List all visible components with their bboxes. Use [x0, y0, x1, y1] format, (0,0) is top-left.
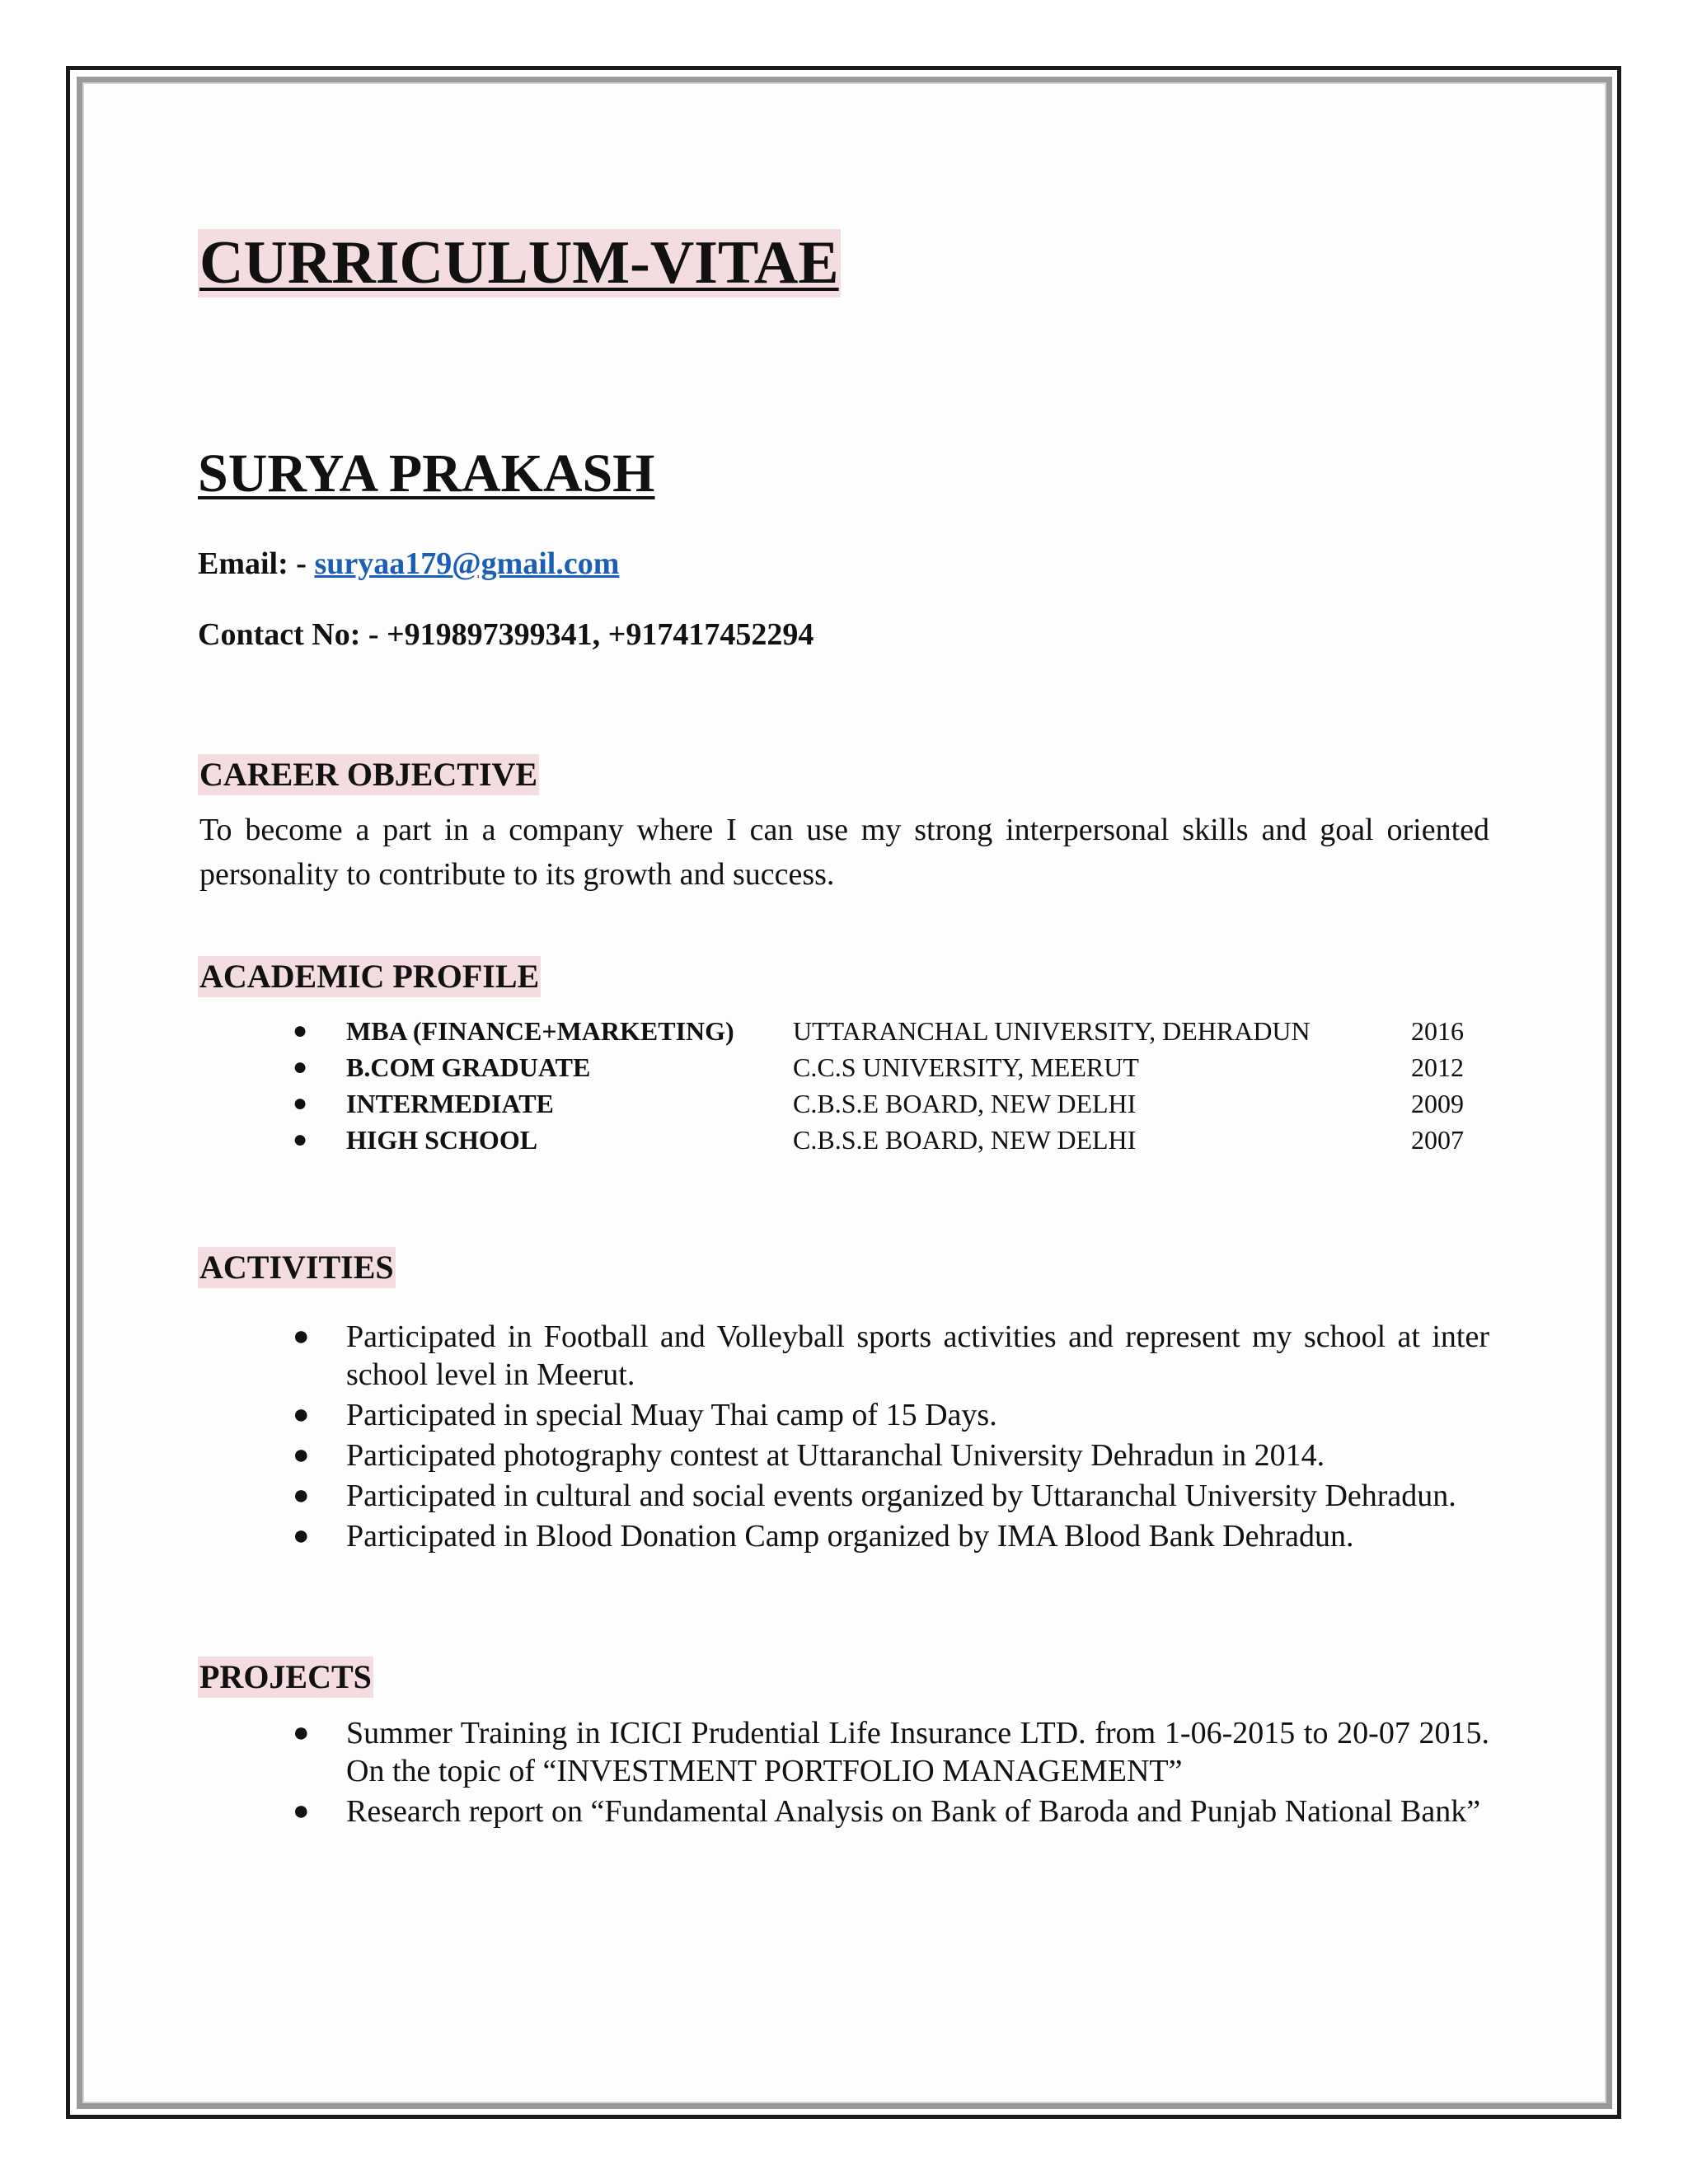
activities-heading: ACTIVITIES [198, 1247, 396, 1288]
bullet-icon: ● [293, 1796, 310, 1826]
candidate-name: SURYA PRAKASH [198, 443, 655, 504]
list-item [293, 1318, 1489, 1394]
email-label: Email: - [198, 546, 315, 581]
project-text: Summer Training in ICICI Prudential Life Insurance LTD. from 1-06-2015 to 20-07 2015. On the topic of “INVESTMENT PORTFOLIO MANAGEMENT” [346, 1716, 1489, 1788]
academic-year: 2007 [1411, 1125, 1464, 1155]
document-title: CURRICULUM-VITAE [199, 229, 839, 297]
email-link[interactable]: suryaa179@gmail.com [314, 546, 620, 581]
academic-row [293, 1013, 1479, 1049]
academic-degree: HIGH SCHOOL [346, 1125, 538, 1155]
academic-institution: C.B.S.E BOARD, NEW DELHI [793, 1125, 1137, 1155]
list-item [293, 1436, 1489, 1474]
bullet-icon: ● [293, 1017, 308, 1044]
activity-text: Participated in Football and Volleyball sports activities and represent my school at inter school level in Meerut. [346, 1319, 1489, 1392]
list-item [293, 1714, 1489, 1790]
bullet-icon: ● [293, 1440, 310, 1470]
project-text: Research report on “Fundamental Analysis on Bank of Baroda and Punjab National Bank” [346, 1794, 1481, 1829]
career-objective-heading: CAREER OBJECTIVE [198, 754, 539, 795]
activity-text: Participated in cultural and social events organized by Uttaranchal University Dehradun. [346, 1479, 1456, 1513]
list-item [293, 1517, 1489, 1555]
academic-degree: MBA (FINANCE+MARKETING) [346, 1016, 734, 1046]
activities-list [293, 1318, 1489, 1558]
academic-year: 2012 [1411, 1052, 1464, 1082]
list-item [293, 1477, 1489, 1515]
academic-row [293, 1122, 1479, 1158]
contact-numbers: +919897399341, +917417452294 [387, 617, 814, 652]
projects-heading: PROJECTS [198, 1657, 373, 1698]
academic-institution: C.C.S UNIVERSITY, MEERUT [793, 1052, 1139, 1082]
activity-text: Participated in Blood Donation Camp organized by IMA Blood Bank Dehradun. [346, 1519, 1354, 1554]
list-item [293, 1793, 1489, 1830]
career-objective-text: To become a part in a company where I can use my strong interpersonal skills and goal oriented personality to contribute to its growth and success. [199, 813, 1489, 892]
bullet-icon: ● [293, 1718, 310, 1748]
activity-text: Participated in special Muay Thai camp of 15 Days. [346, 1398, 997, 1432]
bullet-icon: ● [293, 1521, 310, 1551]
bullet-icon: ● [293, 1321, 310, 1352]
academic-year: 2009 [1411, 1089, 1464, 1118]
academic-row [293, 1085, 1479, 1122]
academic-row [293, 1049, 1479, 1085]
activity-text: Participated photography contest at Uttaranchal University Dehradun in 2014. [346, 1438, 1325, 1473]
academic-degree: B.COM GRADUATE [346, 1052, 591, 1082]
academic-institution: UTTARANCHAL UNIVERSITY, DEHRADUN [793, 1016, 1311, 1046]
contact-label: Contact No: - [198, 617, 387, 652]
academic-year: 2016 [1411, 1016, 1464, 1046]
bullet-icon: ● [293, 1053, 308, 1080]
academic-profile-heading: ACADEMIC PROFILE [198, 956, 541, 997]
email-line [198, 546, 619, 583]
bullet-icon: ● [293, 1090, 308, 1117]
academic-degree: INTERMEDIATE [346, 1089, 554, 1118]
bullet-icon: ● [293, 1399, 310, 1430]
bullet-icon: ● [293, 1480, 310, 1511]
academic-institution: C.B.S.E BOARD, NEW DELHI [793, 1089, 1137, 1118]
bullet-icon: ● [293, 1126, 308, 1153]
contact-line [198, 616, 814, 654]
list-item [293, 1396, 1489, 1434]
projects-list [293, 1714, 1489, 1833]
